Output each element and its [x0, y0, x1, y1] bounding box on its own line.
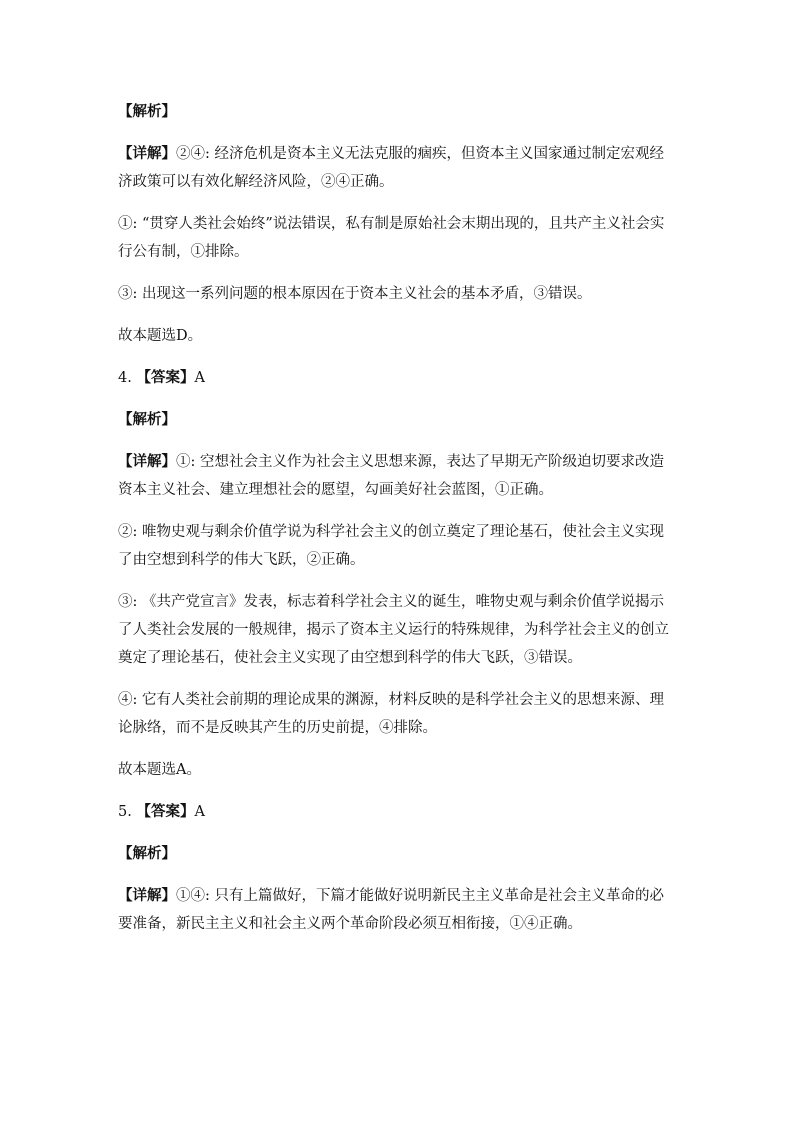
- answer-value: A: [194, 804, 205, 820]
- answer-line-5: [118, 798, 678, 826]
- option-3-paragraph: ③: 《共产党宣言》发表，标志着科学社会主义的诞生，唯物史观与剩余价值学说揭示了人类社会发展的一般规律，揭示了资本主义运行的特殊规律，为科学社会主义的创立奠定了理论基石，使社会主义实现了由空想到科学的伟大飞跃，③错误。: [118, 594, 669, 666]
- detail-label: 【详解】: [118, 145, 176, 162]
- analysis-heading: 【解析】: [118, 845, 176, 862]
- answer-label: 【答案】: [136, 369, 195, 386]
- detail-text: ①④: 只有上篇做好，下篇才能做好说明新民主主义革命是社会主义革命的必要准备，新民主主义和社会主义两个革命阶段必须互相衔接，①④正确。: [118, 888, 664, 932]
- option-4-paragraph: ④: 它有人类社会前期的理论成果的渊源，材料反映的是科学社会主义的思想来源、理论脉络，而不是反映其产生的历史前提，④排除。: [118, 692, 664, 736]
- detail-text: ②④: 经济危机是资本主义无法克服的痼疾，但资本主义国家通过制定宏观经济政策可以有效化解经济风险，②④正确。: [118, 146, 664, 190]
- detail-paragraph: [118, 882, 678, 938]
- option-1-paragraph: ①: “贯穿人类社会始终”说法错误，私有制是原始社会末期出现的，且共产主义社会实行公有制，①排除。: [118, 216, 665, 260]
- option-2-paragraph: ②: 唯物史观与剩余价值学说为科学社会主义的创立奠定了理论基石，使社会主义实现了由空想到科学的伟大飞跃，②正确。: [118, 524, 664, 568]
- conclusion-paragraph: 故本题选D。: [118, 328, 203, 344]
- question-number: 4.: [118, 370, 132, 386]
- detail-label: 【详解】: [118, 453, 176, 470]
- detail-paragraph: [118, 140, 678, 196]
- analysis-heading: 【解析】: [118, 103, 176, 120]
- conclusion-paragraph: 故本题选A。: [118, 762, 201, 778]
- answer-line-4: [118, 364, 678, 392]
- answer-label: 【答案】: [136, 803, 195, 820]
- option-3-paragraph: ③: 出现这一系列问题的根本原因在于资本主义社会的基本矛盾，③错误。: [118, 286, 592, 302]
- detail-label: 【详解】: [118, 887, 176, 904]
- analysis-heading: 【解析】: [118, 411, 176, 428]
- question-number: 5.: [118, 804, 132, 820]
- answer-value: A: [194, 370, 205, 386]
- detail-text: ①: 空想社会主义作为社会主义思想来源，表达了早期无产阶级迫切要求改造资本主义社会、建立理想社会的愿望，勾画美好社会蓝图，①正确。: [118, 454, 664, 498]
- detail-paragraph: [118, 448, 678, 504]
- document-page: [118, 98, 678, 938]
